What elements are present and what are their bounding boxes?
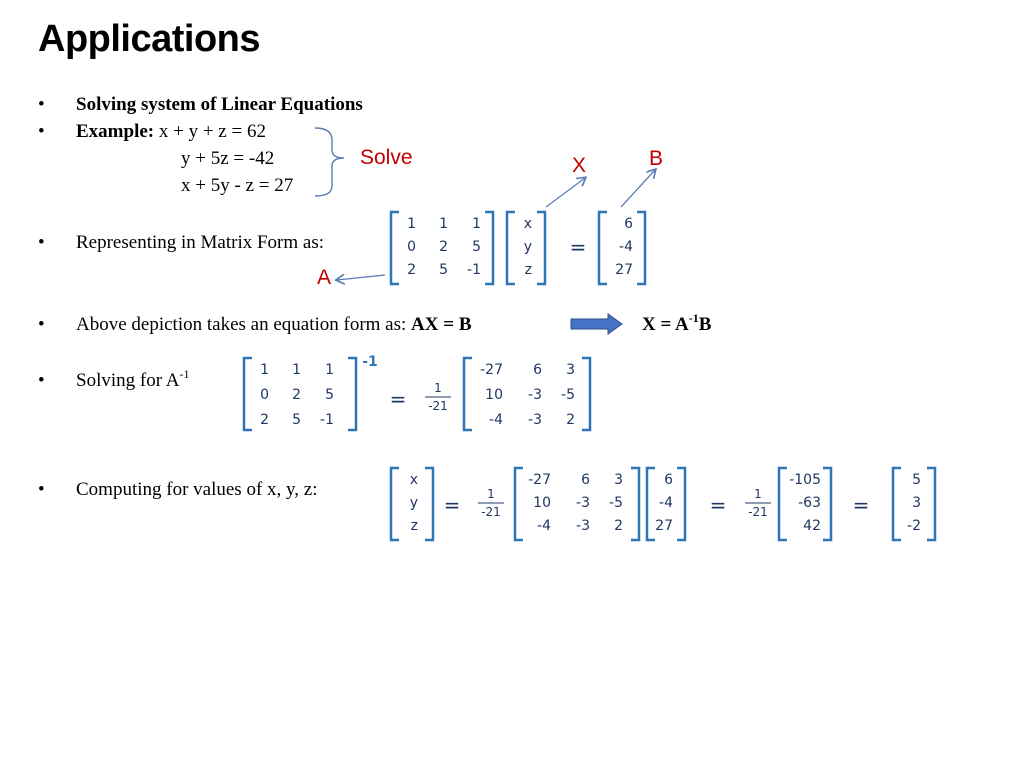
matrix-solution-cell: 5 <box>912 472 921 488</box>
matrix-solution-cell: 3 <box>912 495 921 511</box>
matrix-a-cell: 2 <box>439 239 448 255</box>
matrix-a-cell: -1 <box>320 412 334 428</box>
matrix-x-cell: y <box>409 495 418 511</box>
bullet-computing-values: Computing for values of x, y, z: <box>76 479 318 500</box>
matrix-a-inverse <box>528 472 623 534</box>
equation-2: y + 5z = -42 <box>181 148 275 169</box>
arrow-to-a <box>337 275 385 280</box>
equals-sign: = <box>709 493 727 517</box>
matrix-b-cell: 6 <box>664 472 673 488</box>
matrix-a-inverse-cell: 10 <box>533 495 551 511</box>
matrix-a-inverse-cell: 6 <box>581 472 590 488</box>
arrow-to-x <box>546 178 585 207</box>
fraction-numerator: 1 <box>487 487 495 501</box>
bullet-dot: • <box>38 479 45 500</box>
solution-post: B <box>698 314 712 335</box>
matrix-b-cell: 6 <box>624 216 633 232</box>
equals-sign: = <box>569 235 587 259</box>
matrix-x <box>524 216 532 278</box>
fraction-denominator: -21 <box>748 505 768 519</box>
matrix-x-cell: z <box>524 262 532 278</box>
matrix-a-inverse-cell: 2 <box>566 412 575 428</box>
matrix-a-inverse-cell: -5 <box>561 387 575 403</box>
matrix-a-inverse-cell: -3 <box>576 518 590 534</box>
matrix-a-cell: -1 <box>467 262 481 278</box>
bullet-dot: • <box>38 94 45 115</box>
matrix-a-cell: 1 <box>407 216 416 232</box>
example-prefix: Example: <box>76 121 155 142</box>
equation-form-text: Above depiction takes an equation form as: <box>76 314 407 335</box>
equation-1: x + y + z = 62 <box>158 121 266 142</box>
matrix-a-cell: 5 <box>472 239 481 255</box>
matrix-a-inverse-cell: 2 <box>614 518 623 534</box>
fraction-denominator: -21 <box>428 399 448 413</box>
matrix-x-cell: x <box>409 472 418 488</box>
implies-arrow <box>571 314 622 334</box>
matrix-ab-cell: -105 <box>789 472 821 488</box>
matrix-b-cell: 27 <box>615 262 633 278</box>
label-x: X <box>572 154 587 177</box>
matrix-b-cell: -4 <box>619 239 633 255</box>
matrix-a-inverse-cell: -3 <box>528 387 542 403</box>
matrix-a-cell: 2 <box>292 387 301 403</box>
matrix-b-cell: -4 <box>659 495 673 511</box>
arrow-to-b <box>621 170 655 207</box>
matrix-a-inverse-source <box>260 362 334 428</box>
bullet-matrix-form: Representing in Matrix Form as: <box>76 232 325 253</box>
matrix-a-inverse-cell: -3 <box>528 412 542 428</box>
matrix-a-cell: 0 <box>260 387 269 403</box>
matrix-a-inverse-cell: 3 <box>566 362 575 378</box>
matrix-ab-product <box>789 472 821 534</box>
bullet-dot: • <box>38 121 45 142</box>
equation-3: x + 5y - z = 27 <box>181 175 294 196</box>
matrix-a-inverse-cell: -27 <box>480 362 503 378</box>
matrix-a-inverse-cell: -5 <box>609 495 623 511</box>
matrix-a <box>407 216 481 278</box>
matrix-a-cell: 1 <box>260 362 269 378</box>
matrix-a-cell: 5 <box>292 412 301 428</box>
matrix-a-inverse <box>480 362 575 428</box>
solution-sup: -1 <box>688 311 699 325</box>
matrix-a-inverse-cell: -4 <box>489 412 503 428</box>
matrix-x-cell: x <box>523 216 532 232</box>
matrix-a-cell: 0 <box>407 239 416 255</box>
fraction-numerator: 1 <box>754 487 762 501</box>
matrix-x-cell: y <box>523 239 532 255</box>
equation-ax-b: AX = B <box>411 314 472 335</box>
matrix-a-cell: 1 <box>292 362 301 378</box>
fraction-denominator: -21 <box>481 505 501 519</box>
matrix-ab-cell: -63 <box>798 495 821 511</box>
matrix-a-cell: 5 <box>325 387 334 403</box>
bullet-solving-system: Solving system of Linear Equations <box>76 94 363 115</box>
matrix-a-inverse-cell: 6 <box>533 362 542 378</box>
matrix-a-cell: 2 <box>260 412 269 428</box>
inverse-text: Solving for A <box>76 370 180 391</box>
bullet-equation-form <box>76 314 472 336</box>
matrix-a-cell: 5 <box>439 262 448 278</box>
matrix-b <box>655 472 673 534</box>
matrix-b-cell: 27 <box>655 518 673 534</box>
slide-title: Applications <box>38 18 261 60</box>
equals-sign: = <box>852 493 870 517</box>
equals-sign: = <box>443 493 461 517</box>
matrix-solution-cell: -2 <box>907 518 921 534</box>
bullet-solving-inverse <box>76 367 190 392</box>
matrix-a-cell: 1 <box>472 216 481 232</box>
solve-brace <box>315 128 344 196</box>
inverse-sup: -1 <box>179 367 190 381</box>
matrix-a-cell: 2 <box>407 262 416 278</box>
matrix-x-result <box>410 472 418 534</box>
bullet-dot: • <box>38 314 45 335</box>
bullet-dot: • <box>38 232 45 253</box>
matrix-ab-cell: 42 <box>803 518 821 534</box>
inverse-equation <box>238 352 598 434</box>
matrix-solution <box>907 472 921 534</box>
matrix-b <box>615 216 633 278</box>
matrix-x-cell: z <box>410 518 418 534</box>
label-solve: Solve <box>360 146 413 169</box>
equals-sign: = <box>389 387 407 411</box>
matrix-a-inverse-cell: 3 <box>614 472 623 488</box>
matrix-a-inverse-cell: 10 <box>485 387 503 403</box>
matrix-a-inverse-cell: -27 <box>528 472 551 488</box>
matrix-a-cell: 1 <box>325 362 334 378</box>
equation-x-solution <box>642 311 712 336</box>
matrix-a-cell: 1 <box>439 216 448 232</box>
matrix-form-equation <box>385 208 655 288</box>
computation-equation <box>385 464 955 544</box>
matrix-a-inverse-cell: -4 <box>537 518 551 534</box>
matrix-a-inverse-cell: -3 <box>576 495 590 511</box>
solution-pre: X = A <box>642 314 689 335</box>
label-a: A <box>317 266 332 289</box>
bullet-dot: • <box>38 370 45 391</box>
label-b: B <box>649 147 664 170</box>
inverse-superscript: -1 <box>362 354 378 370</box>
fraction-numerator: 1 <box>434 381 442 395</box>
